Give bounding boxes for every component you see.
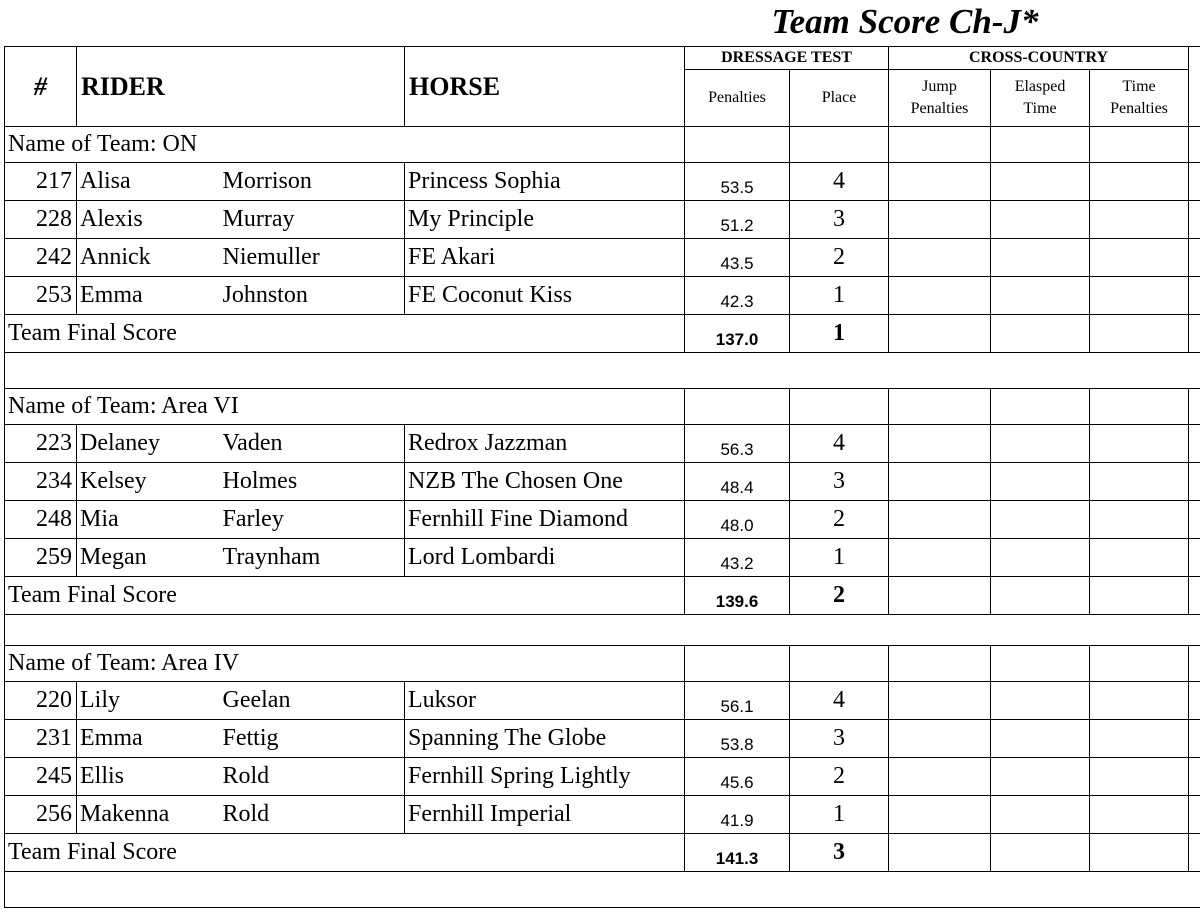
rider-number: 228 xyxy=(5,201,77,239)
page-title: Team Score Ch-J* xyxy=(771,2,1039,41)
spacer-cell xyxy=(5,353,1200,389)
empty-cell xyxy=(889,720,991,758)
empty-cell xyxy=(991,577,1090,615)
table-row xyxy=(5,239,1200,277)
table-body xyxy=(5,127,1200,908)
empty-cell xyxy=(1189,127,1200,163)
empty-cell xyxy=(1189,277,1200,315)
empty-cell xyxy=(991,315,1090,353)
empty-cell xyxy=(1090,389,1189,425)
empty-cell xyxy=(889,646,991,682)
rider-number: 259 xyxy=(5,539,77,577)
empty-cell xyxy=(1090,425,1189,463)
jump-penalties-line2: Penalties xyxy=(910,100,969,117)
empty-cell xyxy=(991,277,1090,315)
rider-last-name: Rold xyxy=(219,796,405,834)
dressage-place: 1 xyxy=(790,277,889,315)
dressage-penalties: 43.5 xyxy=(685,239,790,277)
empty-cell xyxy=(1090,577,1189,615)
empty-cell xyxy=(1090,127,1189,163)
empty-cell xyxy=(991,201,1090,239)
empty-cell xyxy=(991,682,1090,720)
dressage-penalties: 51.2 xyxy=(685,201,790,239)
rider-number: 231 xyxy=(5,720,77,758)
table-header xyxy=(5,47,1200,127)
rider-first-name: Lily xyxy=(77,682,219,720)
rider-first-name: Annick xyxy=(77,239,219,277)
rider-first-name: Emma xyxy=(77,277,219,315)
empty-cell xyxy=(1090,758,1189,796)
empty-cell xyxy=(1090,539,1189,577)
empty-cell xyxy=(1189,201,1200,239)
team-final-label: Team Final Score xyxy=(5,315,685,353)
team-final-row xyxy=(5,577,1200,615)
empty-cell xyxy=(889,758,991,796)
dressage-place: 3 xyxy=(790,463,889,501)
dressage-place: 1 xyxy=(790,796,889,834)
empty-cell xyxy=(1090,834,1189,872)
empty-cell xyxy=(991,463,1090,501)
empty-cell xyxy=(1189,834,1200,872)
horse-name: Princess Sophia xyxy=(405,163,685,201)
empty-cell xyxy=(889,315,991,353)
empty-cell xyxy=(991,163,1090,201)
empty-cell xyxy=(1189,239,1200,277)
rider-last-name: Niemuller xyxy=(219,239,405,277)
rider-number: 223 xyxy=(5,425,77,463)
table-row xyxy=(5,277,1200,315)
team-name: Name of Team: Area VI xyxy=(5,389,685,425)
empty-cell xyxy=(991,239,1090,277)
rider-number: 256 xyxy=(5,796,77,834)
empty-cell xyxy=(1189,425,1200,463)
dressage-place: 3 xyxy=(790,201,889,239)
dressage-place: 2 xyxy=(790,758,889,796)
horse-name: Fernhill Imperial xyxy=(405,796,685,834)
team-name: Name of Team: ON xyxy=(5,127,685,163)
team-name-row xyxy=(5,127,1200,163)
dressage-place: 4 xyxy=(790,425,889,463)
col-time-penalties-header xyxy=(1090,70,1189,127)
rider-number: 253 xyxy=(5,277,77,315)
horse-name: FE Coconut Kiss xyxy=(405,277,685,315)
empty-cell xyxy=(685,646,790,682)
rider-last-name: Fettig xyxy=(219,720,405,758)
empty-cell xyxy=(1090,201,1189,239)
empty-cell xyxy=(1189,163,1200,201)
dressage-group-header: DRESSAGE TEST xyxy=(685,47,889,70)
empty-cell xyxy=(889,796,991,834)
empty-cell xyxy=(991,425,1090,463)
rider-first-name: Kelsey xyxy=(77,463,219,501)
horse-name: Redrox Jazzman xyxy=(405,425,685,463)
team-final-score: 137.0 xyxy=(685,315,790,353)
rider-number: 234 xyxy=(5,463,77,501)
dressage-penalties: 41.9 xyxy=(685,796,790,834)
dressage-penalties: 48.0 xyxy=(685,501,790,539)
rider-first-name: Alisa xyxy=(77,163,219,201)
empty-cell xyxy=(889,425,991,463)
dressage-penalties: 42.3 xyxy=(685,277,790,315)
empty-cell xyxy=(1189,463,1200,501)
team-final-place: 2 xyxy=(790,577,889,615)
team-final-place: 3 xyxy=(790,834,889,872)
rider-last-name: Traynham xyxy=(219,539,405,577)
dressage-place: 4 xyxy=(790,163,889,201)
spacer-cell xyxy=(5,872,1200,908)
empty-cell xyxy=(1090,501,1189,539)
spacer-row xyxy=(5,615,1200,646)
empty-cell xyxy=(790,389,889,425)
table-row xyxy=(5,425,1200,463)
empty-cell xyxy=(1189,389,1200,425)
horse-name: NZB The Chosen One xyxy=(405,463,685,501)
team-final-row xyxy=(5,315,1200,353)
team-final-row xyxy=(5,834,1200,872)
table-row xyxy=(5,796,1200,834)
empty-cell xyxy=(1090,796,1189,834)
spacer-row xyxy=(5,353,1200,389)
elapsed-time-line1: Elasped xyxy=(1014,78,1066,95)
cross-country-group-header: CROSS-COUNTRY xyxy=(889,47,1189,70)
empty-cell xyxy=(889,163,991,201)
team-final-label: Team Final Score xyxy=(5,577,685,615)
spacer-row xyxy=(5,872,1200,908)
rider-last-name: Geelan xyxy=(219,682,405,720)
rider-last-name: Holmes xyxy=(219,463,405,501)
empty-cell xyxy=(1189,720,1200,758)
rider-last-name: Murray xyxy=(219,201,405,239)
empty-cell xyxy=(889,201,991,239)
col-elapsed-time-header xyxy=(991,70,1090,127)
team-name: Name of Team: Area IV xyxy=(5,646,685,682)
time-penalties-line1: Time xyxy=(1122,78,1156,95)
empty-cell xyxy=(991,834,1090,872)
empty-cell xyxy=(1090,163,1189,201)
empty-cell xyxy=(685,389,790,425)
horse-name: My Principle xyxy=(405,201,685,239)
rider-last-name: Vaden xyxy=(219,425,405,463)
empty-cell xyxy=(1189,758,1200,796)
table-row xyxy=(5,201,1200,239)
dressage-place: 3 xyxy=(790,720,889,758)
empty-cell xyxy=(1090,277,1189,315)
empty-cell xyxy=(1090,720,1189,758)
team-score-table xyxy=(4,46,1200,908)
team-final-label: Team Final Score xyxy=(5,834,685,872)
time-penalties-line2: Penalties xyxy=(1110,100,1168,117)
dressage-penalties: 56.3 xyxy=(685,425,790,463)
horse-name: Fernhill Spring Lightly xyxy=(405,758,685,796)
elapsed-time-line2: Time xyxy=(1023,100,1057,117)
empty-cell xyxy=(991,796,1090,834)
overflow-column-header xyxy=(1189,47,1200,127)
team-name-row xyxy=(5,389,1200,425)
dressage-penalties: 45.6 xyxy=(685,758,790,796)
empty-cell xyxy=(1090,682,1189,720)
empty-cell xyxy=(889,834,991,872)
table-row xyxy=(5,463,1200,501)
empty-cell xyxy=(991,127,1090,163)
empty-cell xyxy=(1189,315,1200,353)
spacer-cell xyxy=(5,615,1200,646)
empty-cell xyxy=(889,463,991,501)
team-final-place: 1 xyxy=(790,315,889,353)
table-row xyxy=(5,758,1200,796)
empty-cell xyxy=(790,127,889,163)
rider-first-name: Emma xyxy=(77,720,219,758)
rider-last-name: Morrison xyxy=(219,163,405,201)
rider-last-name: Johnston xyxy=(219,277,405,315)
rider-first-name: Alexis xyxy=(77,201,219,239)
rider-number: 220 xyxy=(5,682,77,720)
team-final-score: 139.6 xyxy=(685,577,790,615)
empty-cell xyxy=(685,127,790,163)
team-name-row xyxy=(5,646,1200,682)
empty-cell xyxy=(889,539,991,577)
empty-cell xyxy=(1090,646,1189,682)
rider-first-name: Makenna xyxy=(77,796,219,834)
horse-name: Spanning The Globe xyxy=(405,720,685,758)
empty-cell xyxy=(889,682,991,720)
empty-cell xyxy=(991,758,1090,796)
empty-cell xyxy=(1090,239,1189,277)
table-row xyxy=(5,720,1200,758)
empty-cell xyxy=(889,389,991,425)
empty-cell xyxy=(991,646,1090,682)
col-place-header: Place xyxy=(790,70,889,127)
rider-last-name: Rold xyxy=(219,758,405,796)
rider-number: 217 xyxy=(5,163,77,201)
empty-cell xyxy=(889,277,991,315)
table-row xyxy=(5,539,1200,577)
empty-cell xyxy=(991,501,1090,539)
col-horse-header: HORSE xyxy=(405,47,685,127)
empty-cell xyxy=(889,501,991,539)
table-row xyxy=(5,501,1200,539)
empty-cell xyxy=(889,127,991,163)
rider-first-name: Delaney xyxy=(77,425,219,463)
empty-cell xyxy=(1189,646,1200,682)
col-rider-header: RIDER xyxy=(77,47,405,127)
empty-cell xyxy=(1189,682,1200,720)
empty-cell xyxy=(1189,539,1200,577)
rider-first-name: Ellis xyxy=(77,758,219,796)
empty-cell xyxy=(1090,315,1189,353)
col-penalties-header: Penalties xyxy=(685,70,790,127)
horse-name: Luksor xyxy=(405,682,685,720)
empty-cell xyxy=(1189,577,1200,615)
rider-first-name: Megan xyxy=(77,539,219,577)
rider-number: 245 xyxy=(5,758,77,796)
dressage-place: 1 xyxy=(790,539,889,577)
empty-cell xyxy=(1090,463,1189,501)
empty-cell xyxy=(790,646,889,682)
col-jump-penalties-header xyxy=(889,70,991,127)
dressage-penalties: 56.1 xyxy=(685,682,790,720)
empty-cell xyxy=(991,720,1090,758)
dressage-place: 2 xyxy=(790,239,889,277)
rider-last-name: Farley xyxy=(219,501,405,539)
horse-name: Fernhill Fine Diamond xyxy=(405,501,685,539)
empty-cell xyxy=(889,239,991,277)
col-number-header: # xyxy=(5,47,77,127)
rider-number: 242 xyxy=(5,239,77,277)
dressage-penalties: 53.8 xyxy=(685,720,790,758)
empty-cell xyxy=(1189,501,1200,539)
dressage-penalties: 43.2 xyxy=(685,539,790,577)
horse-name: Lord Lombardi xyxy=(405,539,685,577)
empty-cell xyxy=(991,389,1090,425)
dressage-penalties: 53.5 xyxy=(685,163,790,201)
dressage-place: 2 xyxy=(790,501,889,539)
empty-cell xyxy=(991,539,1090,577)
dressage-place: 4 xyxy=(790,682,889,720)
dressage-penalties: 48.4 xyxy=(685,463,790,501)
rider-number: 248 xyxy=(5,501,77,539)
empty-cell xyxy=(889,577,991,615)
rider-first-name: Mia xyxy=(77,501,219,539)
team-final-score: 141.3 xyxy=(685,834,790,872)
jump-penalties-line1: Jump xyxy=(922,78,957,95)
table-row xyxy=(5,682,1200,720)
empty-cell xyxy=(1189,796,1200,834)
table-row xyxy=(5,163,1200,201)
horse-name: FE Akari xyxy=(405,239,685,277)
